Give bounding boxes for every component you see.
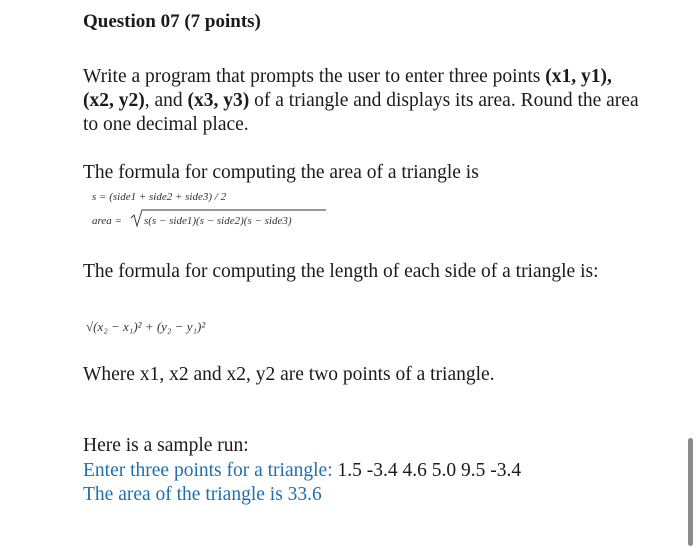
sample-run-line-1: [83, 459, 521, 483]
side-length-formula-image: [84, 312, 284, 342]
sample-input: 1.5 -3.4 4.6 5.0 9.5 -3.4: [337, 460, 522, 481]
area-formula-prefix: area =: [92, 215, 122, 227]
side-length-formula: √(x₂ − x₁)² + (y₂ − y₁)²: [86, 319, 206, 334]
side-formula-intro: The formula for computing the length of each side of a triangle is:: [83, 261, 599, 282]
sample-output: The area of the triangle is 33.6: [83, 484, 322, 505]
question-title: Question 07 (7 points): [83, 11, 261, 32]
sample-prompt: Enter three points for a triangle:: [83, 460, 338, 481]
intro-points-bold: (x1, y1), (x2, y2): [83, 66, 612, 111]
area-formula-radicand: s(s − side1)(s − side2)(s − side3): [144, 215, 292, 227]
intro-text-1: Write a program that prompts the user to enter three points: [83, 66, 546, 87]
intro-text-3: of a triangle and displays its area. Round the area to one decimal place.: [83, 90, 639, 135]
intro-point3-bold: (x3, y3): [187, 90, 250, 111]
vertical-scrollbar[interactable]: [688, 438, 693, 546]
sample-run-heading: Here is a sample run:: [83, 435, 249, 456]
area-formula-intro: The formula for computing the area of a triangle is: [83, 162, 479, 183]
semi-perimeter-formula: s = (side1 + side2 + side3) / 2: [92, 191, 227, 203]
intro-paragraph: [83, 65, 643, 137]
where-text: Where x1, x2 and x2, y2 are two points of a triangle.: [83, 364, 495, 385]
area-formula-image: [84, 186, 344, 232]
intro-text-2: , and: [144, 90, 188, 111]
